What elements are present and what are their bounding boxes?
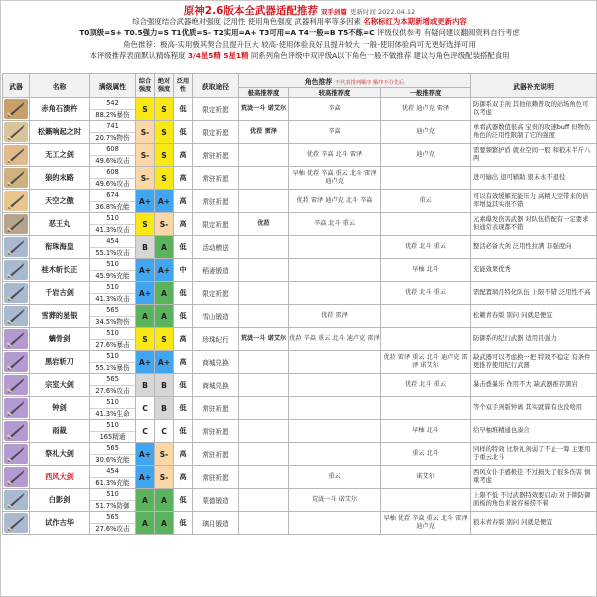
absolute-grade: B bbox=[155, 374, 174, 397]
overall-grade: B bbox=[136, 236, 155, 259]
title-line bbox=[1, 2, 597, 16]
table-row bbox=[3, 397, 597, 420]
table-row bbox=[3, 420, 597, 443]
base-atk: 510 bbox=[106, 329, 119, 337]
absolute-grade: A+ bbox=[155, 351, 174, 374]
weapon-name: 赤角石溃杵 bbox=[30, 98, 90, 121]
versatility: 高 bbox=[174, 144, 193, 167]
source: 雪山锻造 bbox=[193, 305, 239, 328]
weapon-description: 狼末青春版 别问 问就是便宜 bbox=[471, 512, 597, 535]
versatility: 低 bbox=[174, 98, 193, 121]
sub-stat: 49.6%攻击 bbox=[90, 178, 135, 190]
weapon-description: 暴击叠暴乐 作用不大 缺武器推荐黑岩 bbox=[471, 374, 597, 397]
weapon-name: 雨裁 bbox=[30, 420, 90, 443]
high-roles: 优菈 雷泽 bbox=[289, 305, 381, 328]
normal-roles: 优菈 北斗 重云 bbox=[381, 236, 471, 259]
high-roles bbox=[289, 397, 381, 420]
base-atk: 542 bbox=[106, 99, 119, 107]
overall-grade: A bbox=[136, 512, 155, 535]
high-roles: 优菈 辛焱 北斗 雷泽 bbox=[289, 144, 381, 167]
versatility: 低 bbox=[174, 121, 193, 144]
source: 常驻祈愿 bbox=[193, 443, 239, 466]
table-row bbox=[3, 190, 597, 213]
normal-roles: 早柚 北斗 bbox=[381, 259, 471, 282]
normal-roles: 迪卢克 bbox=[381, 121, 471, 144]
absolute-grade: A bbox=[155, 282, 174, 305]
absolute-grade: S bbox=[155, 121, 174, 144]
high-roles bbox=[289, 282, 381, 305]
base-atk: 510 bbox=[106, 421, 119, 429]
very-high-roles: 荒泷一斗 诺艾尔 bbox=[239, 328, 289, 351]
weapon-name: 千岩古剑 bbox=[30, 282, 90, 305]
source: 珍珠纪行 bbox=[193, 328, 239, 351]
weapon-name: 桂木斩长正 bbox=[30, 259, 90, 282]
table-row bbox=[3, 374, 597, 397]
overall-grade: A+ bbox=[136, 190, 155, 213]
weapon-name: 松籁响起之时 bbox=[30, 121, 90, 144]
greatsword-icon bbox=[4, 513, 28, 533]
greatsword-icon bbox=[4, 421, 28, 441]
normal-roles bbox=[381, 167, 471, 190]
col-description: 武器补充说明 bbox=[471, 74, 597, 98]
source: 稻妻锻造 bbox=[193, 259, 239, 282]
overall-grade: A+ bbox=[136, 443, 155, 466]
sub-stat: 27.6%攻击 bbox=[90, 385, 135, 397]
sheet-header bbox=[1, 1, 597, 73]
normal-roles bbox=[381, 397, 471, 420]
very-high-roles bbox=[239, 466, 289, 489]
base-atk: 510 bbox=[106, 260, 119, 268]
greatsword-icon bbox=[4, 237, 28, 257]
table-row bbox=[3, 98, 597, 121]
page-title: 原神2.6版本全武器适配推荐 bbox=[183, 5, 318, 17]
weapon-name: 衔珠海皇 bbox=[30, 236, 90, 259]
normal-roles: 重云 北斗 bbox=[381, 443, 471, 466]
greatsword-icon bbox=[4, 306, 28, 326]
base-atk: 674 bbox=[106, 191, 119, 199]
very-high-roles: 优菈 雷泽 bbox=[239, 121, 289, 144]
very-high-roles bbox=[239, 351, 289, 374]
normal-roles bbox=[381, 328, 471, 351]
source: 常驻祈愿 bbox=[193, 420, 239, 443]
col-overall: 综合强度 bbox=[136, 74, 155, 98]
greatsword-icon bbox=[4, 168, 28, 188]
source: 限定祈愿 bbox=[193, 121, 239, 144]
overall-grade: A+ bbox=[136, 259, 155, 282]
high-roles: 辛焱 bbox=[289, 121, 381, 144]
base-atk: 565 bbox=[106, 375, 119, 383]
normal-roles: 优菈 雷泽 重云 北斗 迪卢克 雷泽 诺艾尔 bbox=[381, 351, 471, 374]
high-roles: 重云 bbox=[289, 466, 381, 489]
normal-roles bbox=[381, 213, 471, 236]
absolute-grade: A+ bbox=[155, 259, 174, 282]
versatility: 低 bbox=[174, 282, 193, 305]
greatsword-icon bbox=[4, 145, 28, 165]
source: 限定祈愿 bbox=[193, 213, 239, 236]
source: 商城兑换 bbox=[193, 351, 239, 374]
weapon-name: 无工之剑 bbox=[30, 144, 90, 167]
versatility: 低 bbox=[174, 489, 193, 512]
overall-grade: S- bbox=[136, 144, 155, 167]
very-high-roles bbox=[239, 420, 289, 443]
table-row bbox=[3, 489, 597, 512]
greatsword-icon bbox=[4, 352, 28, 372]
absolute-grade: S bbox=[155, 167, 174, 190]
normal-roles: 早柚 优菈 辛焱 重云 北斗 雷泽 迪卢克 bbox=[381, 512, 471, 535]
header-line-2: T0顶级=S+ T0.5强力=S T1优质=S- T2实用=A+ T3可用=A T4一般=B T5不练=C 评级仅供参考 有疑问建议翻阅资料自行考虑 bbox=[79, 28, 520, 38]
normal-roles bbox=[381, 489, 471, 512]
col-source: 获取途径 bbox=[193, 74, 239, 98]
normal-roles: 重云 bbox=[381, 190, 471, 213]
table-row bbox=[3, 121, 597, 144]
weapon-name: 螭骨剑 bbox=[30, 328, 90, 351]
versatility: 高 bbox=[174, 443, 193, 466]
table-row bbox=[3, 282, 597, 305]
sub-stat: 27.6%攻击 bbox=[90, 523, 135, 535]
absolute-grade: S bbox=[155, 98, 174, 121]
weapon-description: 给早柚堆精通也凑合 bbox=[471, 420, 597, 443]
versatility: 高 bbox=[174, 213, 193, 236]
overall-grade: B bbox=[136, 374, 155, 397]
sub-stat: 49.6%攻击 bbox=[90, 155, 135, 167]
source: 璃月锻造 bbox=[193, 512, 239, 535]
table-row bbox=[3, 351, 597, 374]
col-icon: 武器 bbox=[3, 74, 30, 98]
versatility: 高 bbox=[174, 351, 193, 374]
versatility: 低 bbox=[174, 397, 193, 420]
high-roles: 荒泷一斗 诺艾尔 bbox=[289, 489, 381, 512]
col-name: 名称 bbox=[30, 74, 90, 98]
weapon-name: 西风大剑 bbox=[30, 466, 90, 489]
header-line-3: 角色推荐：极高-实用极其契合且提升巨大 较高-使用体验良好且提升较大 一般-使用体验尚可无更好选择可用 bbox=[123, 39, 476, 49]
normal-roles bbox=[381, 305, 471, 328]
overall-grade: A+ bbox=[136, 466, 155, 489]
sub-stat: 45.9%充能 bbox=[90, 270, 135, 282]
weapon-name: 狼的末路 bbox=[30, 167, 90, 190]
high-roles: 优菈 辛焱 重云 北斗 迪卢克 雷泽 bbox=[289, 328, 381, 351]
source: 常驻祈愿 bbox=[193, 397, 239, 420]
overall-grade: S- bbox=[136, 121, 155, 144]
base-atk: 565 bbox=[106, 513, 119, 521]
high-roles: 辛焱 北斗 重云 bbox=[289, 213, 381, 236]
base-atk: 454 bbox=[106, 237, 119, 245]
weapon-description: 缺武器可以考虑换一把 特效不稳定 有条件更推荐使用纪行武器 bbox=[471, 351, 597, 374]
source: 蒙德锻造 bbox=[193, 489, 239, 512]
very-high-roles bbox=[239, 144, 289, 167]
weapon-name: 试作古华 bbox=[30, 512, 90, 535]
absolute-grade: A bbox=[155, 236, 174, 259]
col-absolute: 绝对强度 bbox=[155, 74, 174, 98]
weapon-description: 整活必备大剑 泛用性拉满 非强度向 bbox=[471, 236, 597, 259]
normal-roles: 诺艾尔 bbox=[381, 466, 471, 489]
overall-grade: S- bbox=[136, 167, 155, 190]
overall-grade: S bbox=[136, 213, 155, 236]
very-high-roles bbox=[239, 397, 289, 420]
base-atk: 510 bbox=[106, 214, 119, 222]
absolute-grade: S bbox=[155, 144, 174, 167]
absolute-grade: S bbox=[155, 328, 174, 351]
base-atk: 741 bbox=[106, 122, 119, 130]
versatility: 低 bbox=[174, 512, 193, 535]
sub-stat: 51.7%防御 bbox=[90, 500, 135, 512]
sub-stat: 20.7%物伤 bbox=[90, 132, 135, 144]
high-roles bbox=[289, 259, 381, 282]
high-roles bbox=[289, 420, 381, 443]
base-atk: 454 bbox=[106, 467, 119, 475]
header-row bbox=[3, 74, 597, 88]
source: 限定祈愿 bbox=[193, 282, 239, 305]
very-high-roles bbox=[239, 512, 289, 535]
high-roles bbox=[289, 512, 381, 535]
sub-stat: 88.2%暴伤 bbox=[90, 109, 135, 121]
col-stats: 满级属性 bbox=[90, 74, 136, 98]
versatility: 低 bbox=[174, 374, 193, 397]
high-roles: 辛焱 bbox=[289, 98, 381, 121]
sub-stat: 30.6%充能 bbox=[90, 454, 135, 466]
sub-stat: 41.3%攻击 bbox=[90, 293, 135, 305]
source: 常驻祈愿 bbox=[193, 190, 239, 213]
greatsword-icon bbox=[4, 375, 28, 395]
weapon-description: 松籁青春版 别问 问就是便宜 bbox=[471, 305, 597, 328]
weapon-rows bbox=[3, 98, 597, 535]
sub-stat: 55.1%暴伤 bbox=[90, 362, 135, 374]
sub-stat: 41.3%攻击 bbox=[90, 224, 135, 236]
absolute-grade: S- bbox=[155, 213, 174, 236]
weapon-name: 白影剑 bbox=[30, 489, 90, 512]
weapon-description: 可以有效缓解充能压力 高精天空带来的倍率增益其实很不错 bbox=[471, 190, 597, 213]
normal-roles: 优菈 北斗 重云 bbox=[381, 374, 471, 397]
weapon-description: 等个双手剑版钟离 其实就算有也没啥用 bbox=[471, 397, 597, 420]
overall-grade: A+ bbox=[136, 282, 155, 305]
absolute-grade: S- bbox=[155, 466, 174, 489]
high-roles: 早柚 优菈 辛焱 重云 北斗 雷泽 迪卢克 bbox=[289, 167, 381, 190]
table-row bbox=[3, 512, 597, 535]
update-date: 更新时间 2022.04.12 bbox=[349, 8, 416, 16]
source: 常驻祈愿 bbox=[193, 144, 239, 167]
absolute-grade: A+ bbox=[155, 190, 174, 213]
very-high-roles bbox=[239, 190, 289, 213]
overall-grade: S bbox=[136, 328, 155, 351]
weapon-description: 上限不低 不过武器特效要启动 对于锁防御面板的角色来说容易捞不着 bbox=[471, 489, 597, 512]
normal-roles: 优菈 北斗 重云 bbox=[381, 282, 471, 305]
very-high-roles bbox=[239, 167, 289, 190]
high-roles bbox=[289, 374, 381, 397]
versatility: 中 bbox=[174, 259, 193, 282]
base-atk: 510 bbox=[106, 283, 119, 291]
normal-roles: 优菈 迪卢克 雷泽 bbox=[381, 98, 471, 121]
very-high-roles bbox=[239, 443, 289, 466]
weapon-description: 充能效果优秀 bbox=[471, 259, 597, 282]
very-high-roles bbox=[239, 374, 289, 397]
base-atk: 510 bbox=[106, 398, 119, 406]
sub-stat: 36.8%充能 bbox=[90, 201, 135, 213]
sub-stat: 61.3%充能 bbox=[90, 477, 135, 489]
absolute-grade: S- bbox=[155, 443, 174, 466]
source: 商城兑换 bbox=[193, 374, 239, 397]
weapon-description: 需配置璃月特化队伍 上限不错 泛用性不高 bbox=[471, 282, 597, 305]
sub-stat: 34.5%物伤 bbox=[90, 316, 135, 328]
weapon-description: 西风女仆手感极佳 不过损失了很多伤害 慎重考虑 bbox=[471, 466, 597, 489]
greatsword-icon bbox=[4, 99, 28, 119]
very-high-roles bbox=[239, 259, 289, 282]
table-row bbox=[3, 305, 597, 328]
source: 限定祈愿 bbox=[193, 98, 239, 121]
versatility: 低 bbox=[174, 305, 193, 328]
very-high-roles bbox=[239, 305, 289, 328]
table-row bbox=[3, 259, 597, 282]
versatility: 高 bbox=[174, 167, 193, 190]
overall-grade: S bbox=[136, 98, 155, 121]
versatility: 高 bbox=[174, 190, 193, 213]
overall-grade: A+ bbox=[136, 351, 155, 374]
versatility: 高 bbox=[174, 466, 193, 489]
sub-stat: 27.6%暴击 bbox=[90, 339, 135, 351]
versatility: 低 bbox=[174, 236, 193, 259]
greatsword-icon bbox=[4, 122, 28, 142]
greatsword-icon bbox=[4, 490, 28, 510]
weapon-description: 元素爆发伤害武器 对队伍搭配有一定要求 但通常表现都不错 bbox=[471, 213, 597, 236]
absolute-grade: A bbox=[155, 512, 174, 535]
versatility: 低 bbox=[174, 420, 193, 443]
col-roles: 角色推荐 不代表排列顺序 顺序不分先后 bbox=[239, 74, 471, 88]
source: 活动赠送 bbox=[193, 236, 239, 259]
absolute-grade: C bbox=[155, 420, 174, 443]
normal-roles: 迪卢克 bbox=[381, 144, 471, 167]
weapon-name: 宗室大剑 bbox=[30, 374, 90, 397]
overall-grade: A bbox=[136, 489, 155, 512]
header-line-4: 本评级推荐表面默认精炼程度 3/4星5精 5星1精 同系列角色评级中双评级A以下角色一般不做推荐 建议与角色评级配装搭配食用 bbox=[89, 51, 510, 61]
table-row bbox=[3, 443, 597, 466]
base-atk: 608 bbox=[106, 145, 119, 153]
very-high-roles: 荒泷一斗 诺艾尔 bbox=[239, 98, 289, 121]
normal-roles: 早柚 北斗 bbox=[381, 420, 471, 443]
weapon-name: 黑岩斩刀 bbox=[30, 351, 90, 374]
very-high-roles bbox=[239, 282, 289, 305]
source: 常驻祈愿 bbox=[193, 466, 239, 489]
sub-stat: 55.1%攻击 bbox=[90, 247, 135, 259]
base-atk: 510 bbox=[106, 490, 119, 498]
greatsword-icon bbox=[4, 260, 28, 280]
very-high-roles: 优菈 bbox=[239, 213, 289, 236]
high-roles bbox=[289, 236, 381, 259]
high-roles bbox=[289, 443, 381, 466]
weapon-table bbox=[2, 73, 597, 535]
weapon-description: 需要频繁护盾 就业空间一般 和狼末半斤八两 bbox=[471, 144, 597, 167]
weapon-description: 防御系双手剑 其他依赖普攻的站场角色可以考虑 bbox=[471, 98, 597, 121]
base-atk: 565 bbox=[106, 306, 119, 314]
very-high-roles bbox=[239, 236, 289, 259]
weapon-description: 进可输出 退可辅助 狼末永不退役 bbox=[471, 167, 597, 190]
weapon-name: 祭礼大剑 bbox=[30, 443, 90, 466]
table-row bbox=[3, 144, 597, 167]
table-row bbox=[3, 328, 597, 351]
base-atk: 510 bbox=[106, 352, 119, 360]
col-very-high: 极高推荐度 bbox=[239, 88, 289, 98]
table-row bbox=[3, 213, 597, 236]
greatsword-icon bbox=[4, 329, 28, 349]
absolute-grade: A bbox=[155, 489, 174, 512]
col-normal: 一般推荐度 bbox=[381, 88, 471, 98]
versatility: 高 bbox=[174, 328, 193, 351]
col-versatility: 泛用性 bbox=[174, 74, 193, 98]
greatsword-icon bbox=[4, 283, 28, 303]
absolute-grade: A bbox=[155, 305, 174, 328]
overall-grade: C bbox=[136, 420, 155, 443]
weapon-description: 防御系的纪行武器 适用且强力 bbox=[471, 328, 597, 351]
absolute-grade: B bbox=[155, 397, 174, 420]
greatsword-icon bbox=[4, 398, 28, 418]
sub-stat: 41.3%生命 bbox=[90, 408, 135, 420]
overall-grade: A bbox=[136, 305, 155, 328]
greatsword-icon bbox=[4, 467, 28, 487]
source: 常驻祈愿 bbox=[193, 167, 239, 190]
greatsword-icon bbox=[4, 214, 28, 234]
table-row bbox=[3, 466, 597, 489]
table-row bbox=[3, 236, 597, 259]
high-roles: 优菈 雷泽 迪卢克 北斗 辛焱 bbox=[289, 190, 381, 213]
high-roles bbox=[289, 351, 381, 374]
weapon-name: 雪葬的星银 bbox=[30, 305, 90, 328]
table-row bbox=[3, 167, 597, 190]
weapon-name: 钟剑 bbox=[30, 397, 90, 420]
col-high: 较高推荐度 bbox=[289, 88, 381, 98]
category-tag: 双手剑篇 bbox=[320, 8, 347, 16]
sub-stat: 165精通 bbox=[90, 431, 135, 443]
base-atk: 608 bbox=[106, 168, 119, 176]
weapon-description: 单看武器数值很高 宝贵的攻速buff 但物伤角色的泛用性限制了它的强度 bbox=[471, 121, 597, 144]
weapon-name: 恶王丸 bbox=[30, 213, 90, 236]
very-high-roles bbox=[239, 489, 289, 512]
header-line-1: 综合强度结合武器绝对强度 泛用性 使用角色强度 武器利用率等多因素 名称标红为本期新增或更新内容 bbox=[132, 17, 467, 26]
greatsword-icon bbox=[4, 444, 28, 464]
greatsword-icon bbox=[4, 191, 28, 211]
weapon-description: 同样的特效 比祭礼剑弱了不止一筹 主要用于重云北斗 bbox=[471, 443, 597, 466]
base-atk: 565 bbox=[106, 444, 119, 452]
weapon-name: 天空之傲 bbox=[30, 190, 90, 213]
overall-grade: C bbox=[136, 397, 155, 420]
